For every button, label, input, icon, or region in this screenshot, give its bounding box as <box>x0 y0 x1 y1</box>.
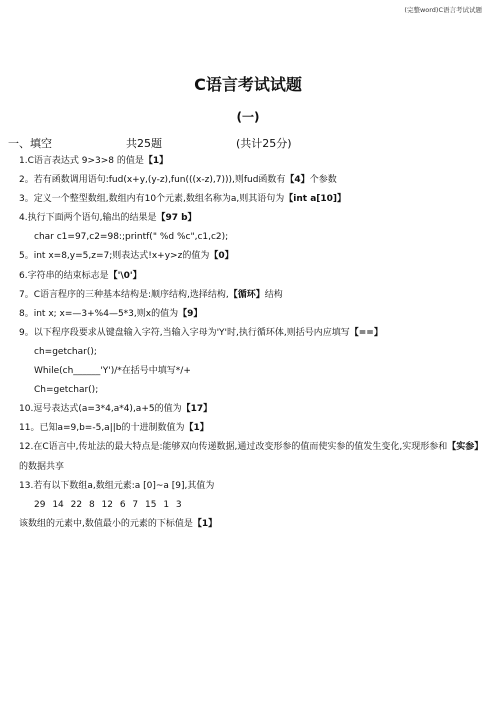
answer-13: 【1】 <box>192 518 218 529</box>
question-13: 13.若有以下数组a,数组元素:a [0]~a [9],其值为 <box>19 480 215 491</box>
section-score: (共计25分) <box>236 137 292 150</box>
page-header: (完整word)C语言考试试题 <box>404 6 482 14</box>
question-12: 12.在C语言中,传址法的最大特点是:能够双向传递数据,通过改变形参的值而使实参的值发生变化,实现形参和【实参】的数据共享 <box>19 442 484 472</box>
question-5: 5。int x=8,y=5,z=7;则表达式!x+y>z的值为【0】 <box>19 251 234 262</box>
question-11: 11。已知a=9,b=-5,a||b的十进制数值为【1】 <box>19 423 209 434</box>
document-subtitle: (一) <box>236 110 260 124</box>
answer-3: 【int a[10]】 <box>284 194 347 205</box>
question-3: 3。定义一个整型数组,数组内有10个元素,数组名称为a,则其语句为【int a[10]】 <box>19 194 347 205</box>
question-list <box>19 152 487 534</box>
answer-12: 【实参】 <box>447 442 484 453</box>
question-6: 6.字符串的结束标志是【'\0'】 <box>19 270 142 281</box>
question-1: 1.C语言表达式 9>3>8 的值是【1】 <box>19 156 169 166</box>
answer-8: 【9】 <box>178 308 203 319</box>
answer-1: 【1】 <box>143 156 169 166</box>
answer-4: 【97 b】 <box>156 213 197 224</box>
question-10: 10.逗号表达式(a=3*4,a*4),a+5的值为【17】 <box>19 404 213 415</box>
code-line: While(ch______'Y')/*在括号中填写*/+ <box>34 366 191 377</box>
code-line: char c1=97,c2=98:;printf(" %d %c",c1,c2); <box>34 232 229 243</box>
document-title: C语言考试试题 <box>194 75 302 94</box>
code-line: ch=getchar(); <box>34 346 97 357</box>
answer-6: 【'\0'】 <box>108 270 142 281</box>
answer-7: 【循环】 <box>228 289 265 300</box>
answer-2: 【4】 <box>285 175 310 186</box>
question-7: 7。C语言程序的三种基本结构是:顺序结构,选择结构,【循环】结构 <box>19 289 283 300</box>
question-8: 8。int x; x=—3+%4—5*3,则x的值为【9】 <box>19 308 203 319</box>
code-line: Ch=getchar(); <box>34 385 99 396</box>
question-13-prompt: 该数组的元素中,数值最小的元素的下标值是【1】 <box>19 518 218 529</box>
question-9: 9。以下程序段要求从键盘输入字符,当输入字母为'Y'时,执行循环体,则括号内应填写【==】 <box>19 327 383 338</box>
question-4: 4.执行下面两个语句,输出的结果是【97 b】 <box>19 213 197 224</box>
answer-11: 【1】 <box>184 423 209 434</box>
section-count: 共25题 <box>126 137 162 150</box>
question-2: 2。若有函数调用语句:fud(x+y,(y-z),fun(((x-z),7))),则fud函数有【4】个参数 <box>19 175 337 186</box>
answer-5: 【0】 <box>209 251 234 262</box>
array-values: 29 14 22 8 12 6 7 15 1 3 <box>34 499 182 510</box>
answer-9: 【==】 <box>349 327 383 338</box>
answer-10: 【17】 <box>181 404 213 415</box>
section-name: 一、填空 <box>8 137 52 150</box>
